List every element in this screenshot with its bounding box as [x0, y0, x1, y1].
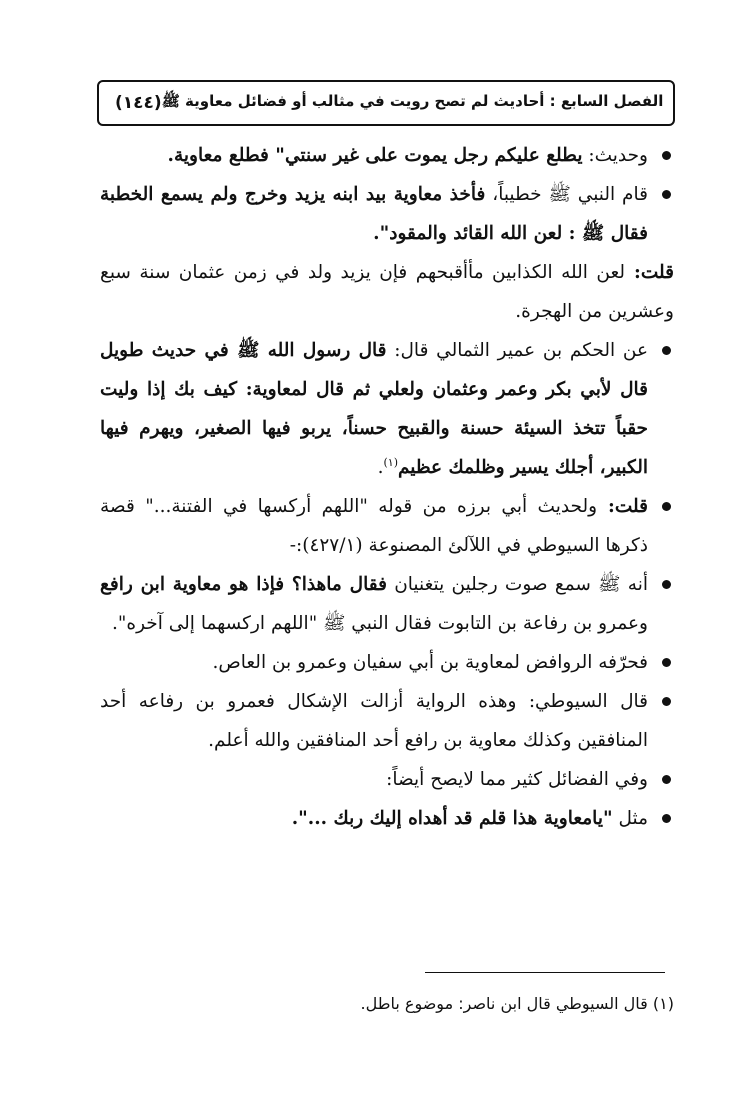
chapter-title: الفصل السابع : أحاديث لم تصح رويت في مثالب أو فضائل معاوية ﷺ — [161, 92, 664, 110]
running-header — [97, 80, 675, 126]
paragraph-7: فحرّفه الروافض لمعاوية بن أبي سفيان وعمرو بن العاص. — [100, 643, 674, 682]
body-text — [100, 136, 674, 838]
footnote-divider — [425, 972, 665, 973]
paragraph-2: قام النبي ﷺ خطيباً، فأخذ معاوية بيد ابنه يزيد وخرج ولم يسمع الخطبة فقال ﷺ : لعن الله القائد والمقود". — [100, 175, 674, 253]
paragraph-10: مثل "يامعاوية هذا قلم قد أهداه إليك ربك ...". — [100, 799, 674, 838]
footnote: (١) قال السيوطي قال ابن ناصر: موضوع باطل. — [360, 994, 674, 1013]
page-number: (١٤٤) — [115, 93, 162, 113]
paragraph-6: أنه ﷺ سمع صوت رجلين يتغنيان فقال ماهذا؟ فإذا هو معاوية ابن رافع وعمرو بن رفاعة بن التابوت فقال النبي ﷺ "اللهم اركسهما إلى آخره". — [100, 565, 674, 643]
paragraph-4: عن الحكم بن عمير الثمالي قال: قال رسول الله ﷺ في حديث طويل قال لأبي بكر وعمر وعثمان ولعلي ثم قال لمعاوية: كيف بك إذا وليت حقباً تتخذ السيئة حسنة والقبيح حسناً، يربو فيها الصغير، ويهرم فيها الكبير، أجلك يسير وظلمك عظيم$^{(١)}$. — [100, 331, 674, 487]
footnote-reference[interactable]: (١) — [383, 455, 398, 469]
paragraph-1: وحديث: يطلع عليكم رجل يموت على غير سنتي" فطلع معاوية. — [100, 136, 674, 175]
paragraph-9: وفي الفضائل كثير مما لايصح أيضاً: — [100, 760, 674, 799]
paragraph-5: قلت: ولحديث أبي برزه من قوله "اللهم أركسها في الفتنة..." قصة ذكرها السيوطي في اللآلئ المصنوعة (٤٢٧/١):- — [100, 487, 674, 565]
paragraph-8: قال السيوطي: وهذه الرواية أزالت الإشكال فعمرو بن رفاعه أحد المنافقين وكذلك معاوية بن رافع أحد المنافقين والله أعلم. — [100, 682, 674, 760]
paragraph-3: قلت: لعن الله الكذابين مأأقبحهم فإن يزيد ولد في زمن عثمان سنة سبع وعشرين من الهجرة. — [100, 262, 674, 322]
